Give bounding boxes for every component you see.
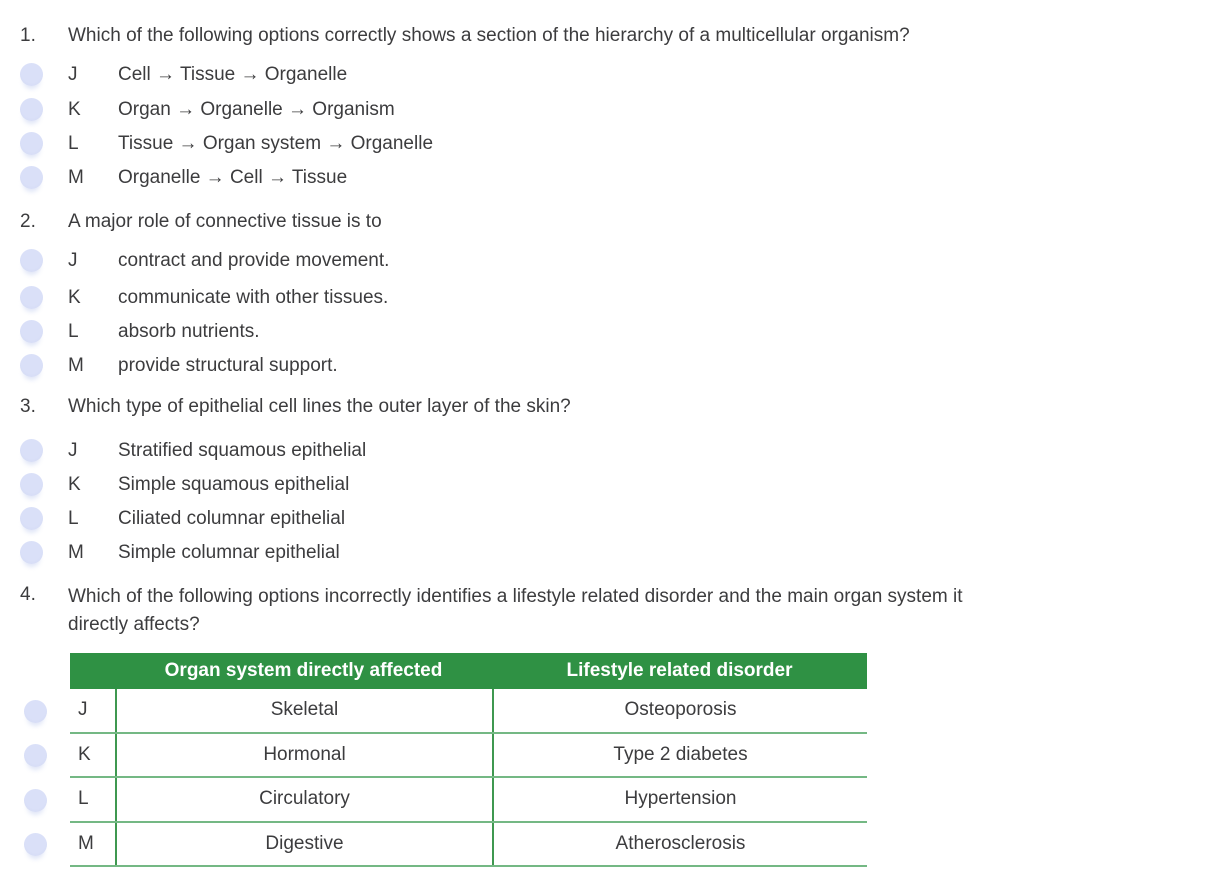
option-text: Organ → Organelle → Organism	[118, 99, 395, 120]
table-header-organ-system: Organ system directly affected	[164, 660, 443, 681]
answer-bubble-q3-m[interactable]	[20, 541, 43, 564]
answer-bubble-q4-l[interactable]	[24, 789, 47, 812]
table-cell-disorder: Atherosclerosis	[492, 823, 867, 866]
answer-table	[70, 653, 867, 867]
table-cell-disorder: Hypertension	[492, 778, 867, 821]
table-header-disorder: Lifestyle related disorder	[566, 660, 793, 681]
question-2-text: A major role of connective tissue is to	[68, 211, 382, 232]
option-text: Simple columnar epithelial	[118, 542, 340, 563]
option-letter: J	[68, 440, 78, 461]
answer-bubble-q2-k[interactable]	[20, 286, 43, 309]
question-2-number: 2.	[20, 211, 36, 232]
answer-bubble-q1-m[interactable]	[20, 166, 43, 189]
question-4-text-line2: directly affects?	[68, 614, 200, 635]
option-text: Stratified squamous epithelial	[118, 440, 367, 461]
answer-bubble-q4-j[interactable]	[24, 700, 47, 723]
option-q3-k	[0, 473, 1210, 497]
table-row-letter: J	[78, 699, 88, 721]
table-cell-disorder: Type 2 diabetes	[492, 734, 867, 777]
question-1-text: Which of the following options correctly shows a section of the hierarchy of a multicellular organism?	[68, 25, 910, 46]
option-text: provide structural support.	[118, 355, 338, 376]
answer-bubble-q4-m[interactable]	[24, 833, 47, 856]
option-letter: M	[68, 167, 84, 188]
answer-bubble-q4-k[interactable]	[24, 744, 47, 767]
question-3-text: Which type of epithelial cell lines the outer layer of the skin?	[68, 396, 571, 417]
answer-bubble-q2-j[interactable]	[20, 249, 43, 272]
option-q1-j	[0, 63, 1210, 87]
option-q1-l	[0, 132, 1210, 156]
table-row-letter: K	[78, 743, 91, 765]
question-1-number: 1.	[20, 25, 36, 46]
option-q2-m	[0, 354, 1210, 378]
table-cell-organ-system: Hormonal	[115, 734, 492, 777]
question-4-text-line1: Which of the following options incorrectly identifies a lifestyle related disorder and the main organ system it	[68, 586, 963, 607]
answer-bubble-q1-k[interactable]	[20, 98, 43, 121]
option-text: Tissue → Organ system → Organelle	[118, 133, 434, 154]
answer-bubble-q2-m[interactable]	[20, 354, 43, 377]
table-row-letter: M	[78, 832, 94, 854]
table-cell-organ-system: Skeletal	[115, 689, 492, 732]
answer-bubble-q3-l[interactable]	[20, 507, 43, 530]
table-row-j	[70, 689, 867, 734]
option-q2-k	[0, 286, 1210, 310]
option-letter: L	[68, 133, 79, 154]
option-text: communicate with other tissues.	[118, 287, 389, 308]
option-letter: J	[68, 64, 78, 85]
option-letter: M	[68, 355, 84, 376]
table-row-l	[70, 778, 867, 823]
table-row-m	[70, 823, 867, 868]
table-row-k	[70, 734, 867, 779]
option-q3-m	[0, 541, 1210, 565]
option-text: Simple squamous epithelial	[118, 474, 350, 495]
table-cell-organ-system: Circulatory	[115, 778, 492, 821]
table-row-letter: L	[78, 788, 89, 810]
option-text: absorb nutrients.	[118, 321, 260, 342]
option-q2-l	[0, 320, 1210, 344]
option-letter: K	[68, 287, 81, 308]
option-text: Cell → Tissue → Organelle	[118, 64, 348, 85]
option-letter: K	[68, 99, 81, 120]
answer-bubble-q3-j[interactable]	[20, 439, 43, 462]
table-cell-organ-system: Digestive	[115, 823, 492, 866]
answer-bubble-q2-l[interactable]	[20, 320, 43, 343]
option-q3-j	[0, 439, 1210, 463]
question-4-number: 4.	[20, 584, 36, 605]
option-text: Organelle → Cell → Tissue	[118, 167, 348, 188]
answer-bubble-q3-k[interactable]	[20, 473, 43, 496]
option-letter: L	[68, 508, 79, 529]
option-q1-k	[0, 98, 1210, 122]
option-letter: K	[68, 474, 81, 495]
option-letter: J	[68, 250, 78, 271]
option-q2-j	[0, 249, 1210, 273]
question-4-text	[68, 583, 963, 639]
question-3-number: 3.	[20, 396, 36, 417]
option-text: contract and provide movement.	[118, 250, 390, 271]
answer-bubble-q1-j[interactable]	[20, 63, 43, 86]
answer-bubble-q1-l[interactable]	[20, 132, 43, 155]
option-letter: M	[68, 542, 84, 563]
table-header-row	[70, 653, 867, 689]
table-cell-disorder: Osteoporosis	[492, 689, 867, 732]
option-text: Ciliated columnar epithelial	[118, 508, 346, 529]
option-q1-m	[0, 166, 1210, 190]
option-letter: L	[68, 321, 79, 342]
option-q3-l	[0, 507, 1210, 531]
